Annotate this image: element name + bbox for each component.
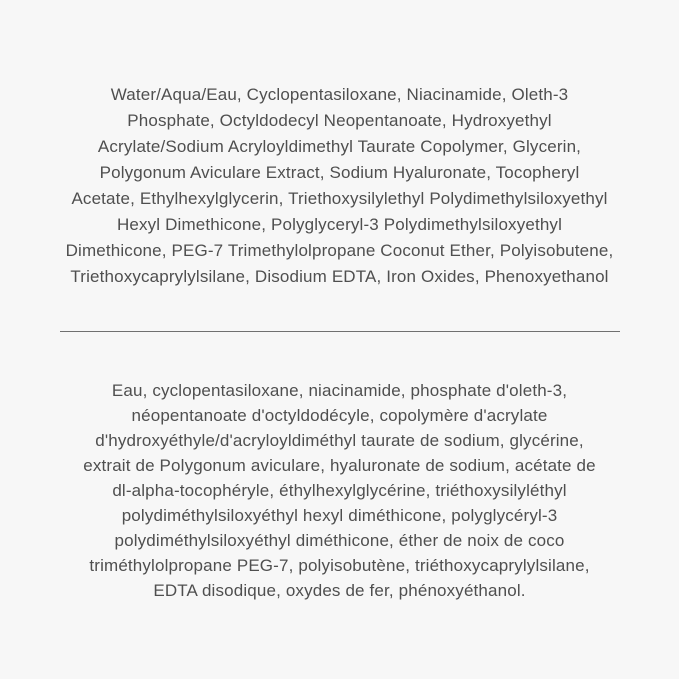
ingredients-list-english	[0, 0, 679, 290]
ingredient-line: néopentanoate d'octyldodécyle, copolymère d'acrylate	[131, 406, 548, 425]
ingredient-line: Triethoxycaprylylsilane, Disodium EDTA, Iron Oxides, Phenoxyethanol	[70, 267, 609, 286]
ingredient-line: EDTA disodique, oxydes de fer, phénoxyéthanol.	[153, 581, 526, 600]
divider-line	[60, 331, 620, 332]
ingredient-line: triméthylolpropane PEG-7, polyisobutène, triéthoxycaprylylsilane,	[89, 556, 590, 575]
ingredient-line: Acetate, Ethylhexylglycerin, Triethoxysilylethyl Polydimethylsiloxyethyl	[71, 189, 608, 208]
ingredient-line: polydiméthylsiloxyéthyl diméthicone, éther de noix de coco	[114, 531, 565, 550]
ingredient-line: d'hydroxyéthyle/d'acryloyldiméthyl taurate de sodium, glycérine,	[95, 431, 584, 450]
ingredient-line: Polygonum Aviculare Extract, Sodium Hyaluronate, Tocopheryl	[99, 163, 580, 182]
ingredient-line: Water/Aqua/Eau, Cyclopentasiloxane, Niacinamide, Oleth-3	[110, 85, 569, 104]
ingredient-line: Acrylate/Sodium Acryloyldimethyl Taurate Copolymer, Glycerin,	[97, 137, 582, 156]
ingredient-line: Phosphate, Octyldodecyl Neopentanoate, Hydroxyethyl	[127, 111, 552, 130]
ingredient-line: dl-alpha-tocophéryle, éthylhexylglycérine, triéthoxysilyléthyl	[112, 481, 567, 500]
ingredients-list-french	[0, 378, 679, 603]
ingredient-line: Eau, cyclopentasiloxane, niacinamide, phosphate d'oleth-3,	[111, 381, 568, 400]
ingredient-line: extrait de Polygonum aviculare, hyaluronate de sodium, acétate de	[83, 456, 596, 475]
ingredient-line: polydiméthylsiloxyéthyl hexyl diméthicone, polyglycéryl-3	[121, 506, 558, 525]
ingredient-line: Hexyl Dimethicone, Polyglyceryl-3 Polydimethylsiloxyethyl	[116, 215, 563, 234]
ingredient-line: Dimethicone, PEG-7 Trimethylolpropane Coconut Ether, Polyisobutene,	[65, 241, 614, 260]
